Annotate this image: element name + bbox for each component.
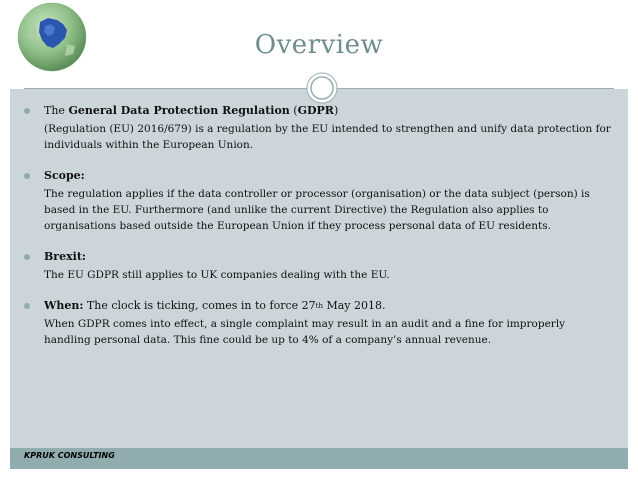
item-heading	[44, 103, 614, 119]
list-item	[24, 249, 614, 283]
page-title: Overview	[254, 30, 384, 60]
item-body: The EU GDPR still applies to UK companies dealing with the EU.	[44, 269, 390, 281]
item-heading	[44, 168, 614, 184]
item-text-end: May 2018.	[322, 299, 386, 312]
bullet-list	[24, 103, 614, 363]
item-strong: Brexit:	[44, 250, 86, 263]
item-body: (Regulation (EU) 2016/679) is a regulation by the EU intended to strengthen and unify data protection for individuals within the European Union.	[44, 123, 611, 151]
list-item	[24, 168, 614, 234]
item-heading	[44, 249, 614, 265]
item-strong2: GDPR	[297, 104, 334, 117]
title-area	[10, 0, 628, 78]
footer-company: KPRUK CONSULTING	[24, 451, 115, 460]
item-heading	[44, 298, 614, 314]
bullet-icon	[24, 254, 30, 260]
item-body: When GDPR comes into effect, a single complaint may result in an audit and a fine for improperly handling personal data. This fine could be up to 4% of a company’s annual revenue.	[44, 318, 566, 346]
bullet-icon	[24, 303, 30, 309]
bullet-icon	[24, 173, 30, 179]
footer-bar	[10, 448, 628, 469]
item-mid: (	[289, 104, 298, 117]
bullet-icon	[24, 108, 30, 114]
slide	[10, 0, 628, 469]
item-text: The clock is ticking, comes in to force 27	[83, 299, 316, 312]
item-prefix: The	[44, 104, 69, 117]
item-strong: Scope:	[44, 169, 85, 182]
item-strong: General Data Protection Regulation	[68, 104, 290, 117]
item-body: The regulation applies if the data controller or processor (organisation) or the data subject (person) is based in the EU. Furthermore (and unlike the current Directive) the Regulation also applies to organisations based outside the European Union if they process personal data of EU residents.	[44, 188, 590, 232]
item-sup: th	[315, 302, 323, 310]
item-strong: When:	[44, 299, 84, 312]
list-item	[24, 103, 614, 153]
item-suffix: )	[333, 104, 339, 117]
ring-ornament-icon	[306, 72, 338, 104]
list-item	[24, 298, 614, 348]
